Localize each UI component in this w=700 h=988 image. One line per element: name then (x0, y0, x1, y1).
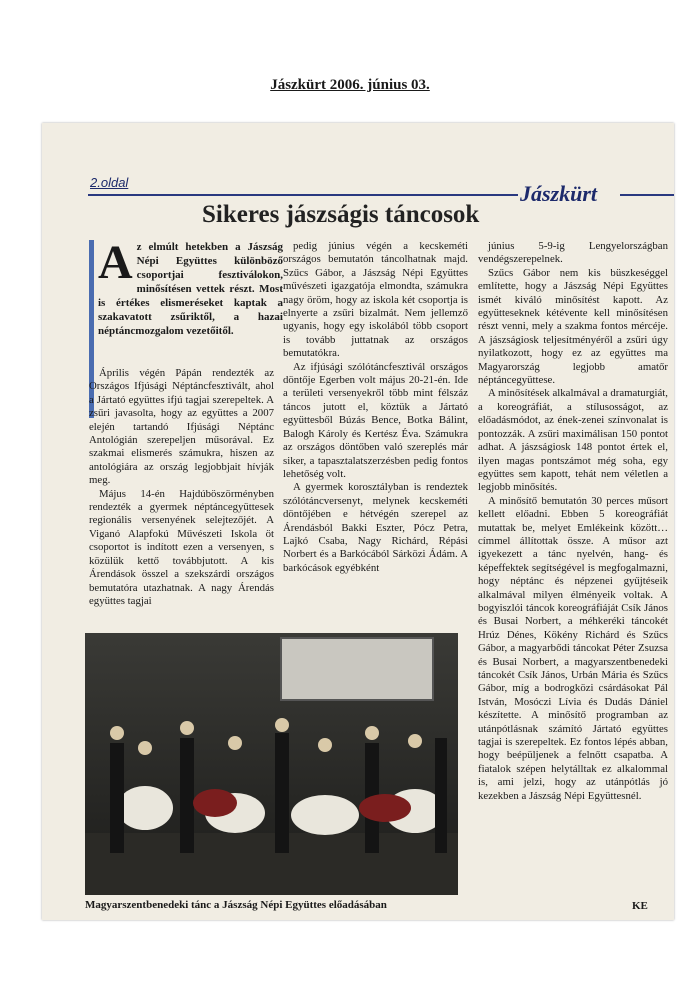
paragraph: A minősítések alkalmával a dramaturgiát, a koreográfiát, a stílusosságot, az előadásmódot, az ének-zenei színvonalat is pontozzák. A zsűri maximálisan 150 pontot adhat. A jászságiosk 148 pontot értek el, ilyen magas pontszámot még soha, egy együttes sem kapott, tehát nem véletlen a legjobb minősítés. (478, 387, 668, 494)
paragraph: pedig június végén a kecskeméti országos bemutatón táncolhatnak majd. Szűcs Gábor, a Jászság Népi Együttes művészeti igazgatója elmondta, számukra nagy öröm, hogy az iskola két csoportja is elnyerte a zsűri bizalmát. Nem jellemző ugyanis, hogy egy iskolából több csoport is tovább juttatnak az országos bemutatókra. (283, 240, 468, 360)
newspaper-masthead: Jászkürt (520, 181, 598, 206)
dance-performance-photo (85, 633, 458, 895)
masthead-rule-right (620, 194, 674, 196)
paragraph: A minősítő bemutatón 30 perces műsort kellett előadni. Ebben 5 koreográfiát mutattak be, melyet Emlékeink között… címmel állítottak össze. A műsor azt igyekezett a tánc nyelvén, hang- és képeffektek segítségével is megfogalmazni, hogy néptánc és népzenei gyűjtéseik alkalmával milyen élményeik voltak. A bogyiszlói táncok koreográfiáját Csík János és Busai Norbert, a méhkeréki táncokét Hrúz Dénes, Kökény Richárd és Szűcs Gábor, a magyarbődi táncokat Péter Zsuzsa és Busai Norbert, a magyarszentbenedeki táncokét Csík János, Urbán Mária és Szűcs Gábor, míg a bodrogközi csárdásokat Pál István, Mosóczi Lívia és Dudás Dániel készítette. A minősítő programban az utánpótlásnak számító Jártató együttes tagjai is szerepeltek. Ez fontos lépés abban, hogy beépüljenek a felnőtt csapatba. A fiatalok szépen helytálltak ez alkalommal is, ami jelzi, hogy az utánpótlás jó kezekben a Jászság Népi Együttesnél. (478, 494, 668, 802)
dancers-illustration (85, 633, 458, 895)
photo-caption: Magyarszentbenedeki tánc a Jászság Népi Együttes előadásában (85, 899, 387, 911)
lead-text: z elmúlt hetekben a Jászság Népi Együttes különböző csoportjai fesztiválokon, minősítésen vettek részt. Most is értékes elismeréseket kaptak a szakavatott zsűriktől, a hazai néptáncmozgalom vezetőitől. (98, 241, 283, 337)
paragraph: június 5-9-ig Lengyelországban vendégszerepelnek. (478, 240, 668, 266)
document-date-heading: Jászkürt 2006. június 03. (270, 77, 430, 93)
masthead-rule (88, 194, 518, 196)
page-label: 2.oldal (90, 175, 129, 190)
article-headline: Sikeres jászságis táncosok (202, 201, 480, 228)
drop-cap: A (98, 236, 133, 289)
paragraph: Az ifjúsági szólótáncfesztivál országos döntője Egerben volt május 20-21-én. Ide a területi versenyekről több mint félszáz táncos jutott el, köztük a Jártató együttesből Búzás Bence, Botka Bálint, Balogh Károly és Kertész Éva. Számukra az országos döntőben való szereplés már siker, a tapasztalatszerzésben pedig fontos lehetőség volt. (283, 360, 468, 480)
newspaper-clipping (42, 123, 674, 920)
article-column-2 (283, 240, 468, 575)
paragraph: Május 14-én Hajdúböszörményben rendezték a gyermek néptáncegyüttesek regionális versenyének selejtezőjét. A Viganó Alapfokú Művészeti Iskola öt csoportot is indított ezen a versenyen, s közülük kettő továbbjutott. A kis Árendások összel a szekszárdi országos bemutatóra utazhatnak. A nagy Árendás együttes tagjai (89, 487, 274, 607)
paragraph: Szűcs Gábor nem kis büszkeséggel említette, hogy a Jászság Népi Együttes ismét kiváló minősítést kapott. Az együtteseknek kétévente kell minősítésen részt venni, mely a szakma fontos mércéje. A jászságiosk teljesítményéről a zsűri úgy nyilatkozott, hogy ez az együttes ma Magyarország legjobb amatőr néptáncegyüttese. (478, 266, 668, 387)
author-signature: KE (632, 900, 648, 912)
article-column-3 (478, 240, 668, 803)
paragraph: A gyermek korosztályban is rendeztek szólótáncversenyt, melynek kecskeméti döntőjében e hétvégén szerepel az Árendásból Bakki Eszter, Pócz Petra, Lajkó Csaba, Nagy Richárd, Répási Norbert és a Barkócából Sárközi Ádám. A barkócások egyébként (283, 481, 468, 574)
paragraph: Április végén Pápán rendezték az Országos Ifjúsági Néptáncfesztivált, ahol a Jártató együttes ifjú tagjai szerepeltek. A zsűri javasolta, hogy az együttes a 2007 elején tartandó Ifjúsági Néptánc Antológián szerepeljen műsorával. Ez szakmai elismerés számukra, hiszen az antológiára az ország legjobbjait hívják meg. (89, 367, 274, 487)
article-column-1 (89, 367, 274, 608)
